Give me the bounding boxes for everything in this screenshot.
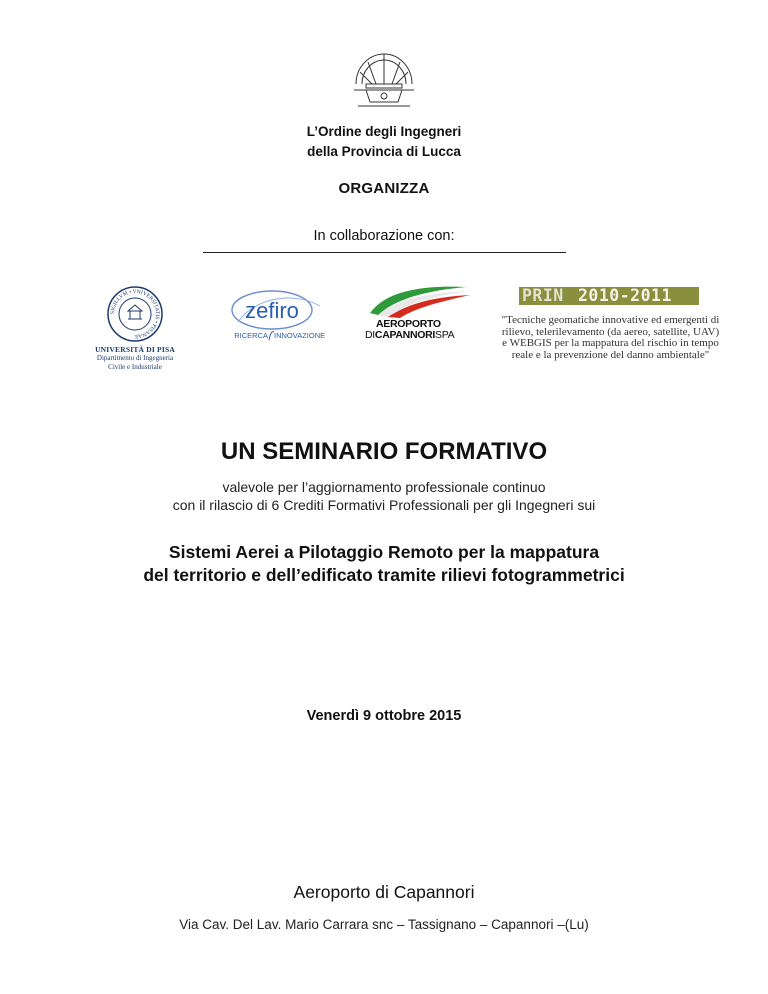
unipi-name: UNIVERSITÀ DI PISA <box>95 345 175 354</box>
aeroporto-line-1: AEROPORTO <box>376 318 441 330</box>
zefiro-tagline-left: RICERCA <box>234 331 268 340</box>
prin-text-line-3: e WEBGIS per la mappatura del rischio in tempo <box>502 337 719 349</box>
prin-text-line-4: reale e la prevenzione del danno ambientale" <box>511 348 710 361</box>
prin-label: PRIN <box>522 286 564 305</box>
organizer-line-2: della Provincia di Lucca <box>307 144 461 159</box>
topic-line-2: del territorio e dell’edificato tramite rilievi fotogrammetrici <box>143 565 625 585</box>
organizer-line-1: L’Ordine degli Ingegneri <box>306 124 462 139</box>
prin-text-line-2: rilievo, telerilevamento (da aereo, satellite, UAV) <box>501 325 720 338</box>
venue-address: Via Cav. Del Lav. Mario Carrara snc – Tassignano – Capannori –(Lu) <box>179 917 589 932</box>
zefiro-logo <box>216 286 326 346</box>
organizer-name <box>0 122 768 162</box>
seal-text: SIGILLVM • VNIVERSITATIS • PISANAE <box>109 288 161 340</box>
university-seal-icon <box>106 285 164 343</box>
prin-years: 2010-2011 <box>578 286 672 305</box>
subtitle-line-2: con il rilascio di 6 Crediti Formativi Professionali per gli Ingegneri sui <box>172 497 596 513</box>
event-date: Venerdì 9 ottobre 2015 <box>306 708 462 724</box>
topic-line-1: Sistemi Aerei a Pilotaggio Remoto per la mappatura <box>168 542 600 562</box>
seminar-title: UN SEMINARIO FORMATIVO <box>220 438 548 465</box>
aeroporto-capannori: CAPANNORI <box>374 329 436 341</box>
aeroporto-di: DI <box>365 329 375 341</box>
divider <box>203 252 566 253</box>
unipi-dept-line-1: Dipartimento di Ingegneria <box>96 354 174 362</box>
seminar-topic <box>0 541 768 587</box>
unipi-dept-line-2: Civile e Industriale <box>108 363 162 371</box>
svg-text:SIGILLVM • VNIVERSITATIS • PIS <box>110 289 160 339</box>
collaboration-label: In collaborazione con: <box>313 228 455 244</box>
aeroporto-spa: SPA <box>435 329 455 341</box>
aeroporto-line-2 <box>365 329 454 341</box>
engineering-order-emblem <box>336 44 432 114</box>
subtitle-line-1: valevole per l’aggiornamento professionale continuo <box>222 479 546 495</box>
prin-text-line-1: "Tecniche geomatiche innovative ed emergenti di <box>501 314 720 326</box>
unipi-logo <box>80 285 190 372</box>
venue-name: Aeroporto di Capannori <box>293 882 475 902</box>
zefiro-tagline-right: INNOVAZIONE <box>274 331 326 340</box>
zefiro-wordmark: zefiro <box>245 298 299 323</box>
seminar-subtitle <box>0 478 768 514</box>
prin-badge <box>519 287 699 305</box>
aeroporto-logo <box>362 283 474 343</box>
prin-description <box>478 315 743 361</box>
aeroporto-swoosh-icon <box>362 283 474 319</box>
organizza-heading: ORGANIZZA <box>338 180 430 197</box>
